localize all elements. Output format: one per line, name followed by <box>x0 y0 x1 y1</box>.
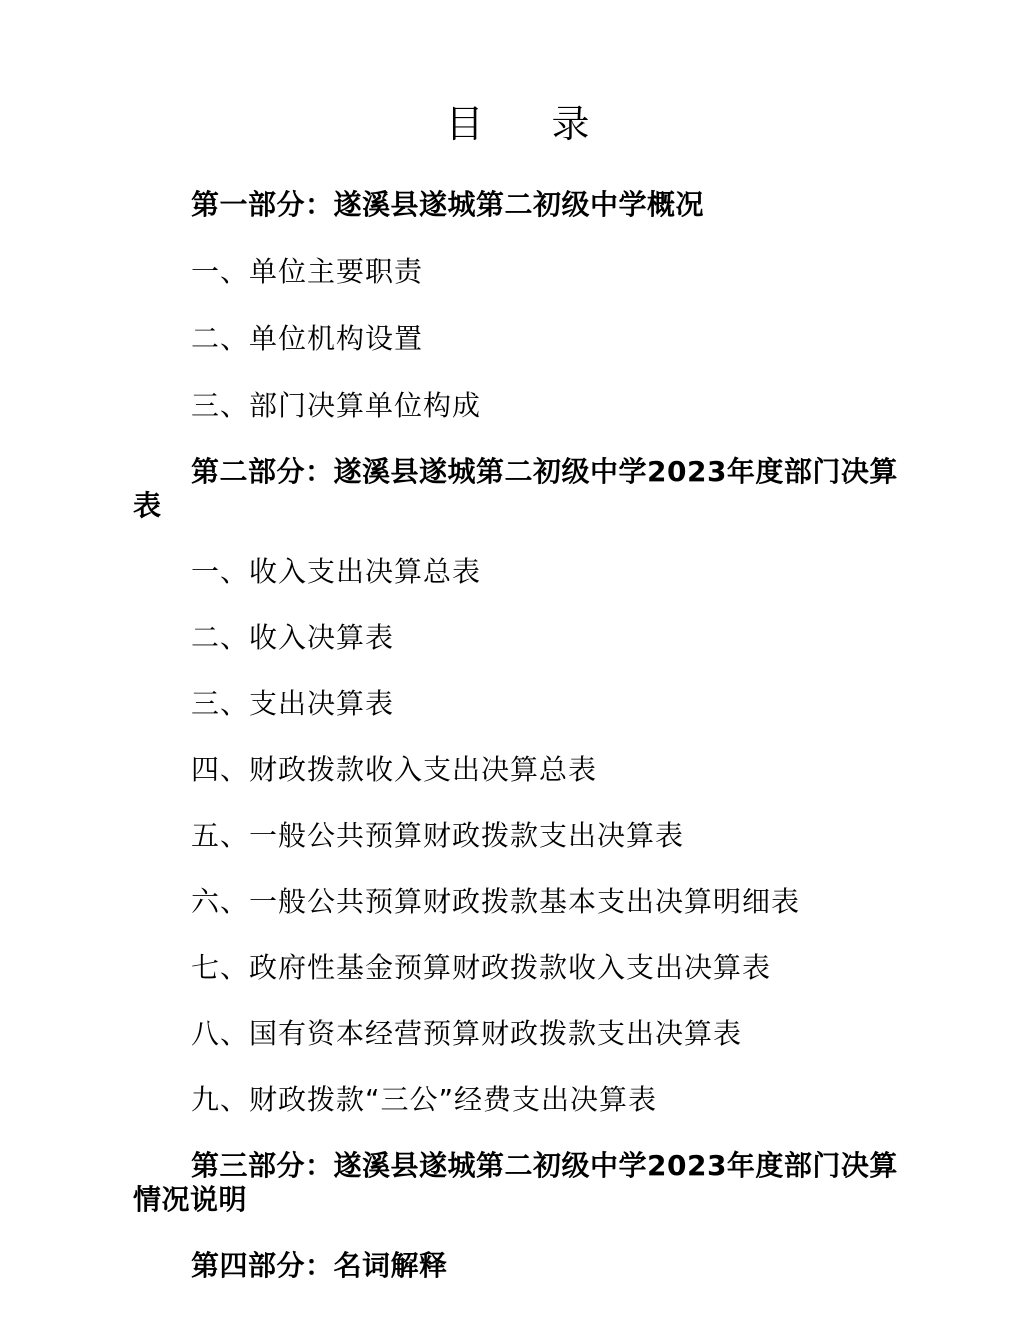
toc-item-2-8: 八、国有资本经营预算财政拨款支出决算表 <box>191 1017 743 1050</box>
page-title: 目 录 <box>445 102 618 146</box>
toc-item-2-3: 三、支出决算表 <box>191 687 395 720</box>
toc-part-3: 第三部分：遂溪县遂城第二初级中学2023年度部门决算情况说明 <box>133 1149 898 1216</box>
toc-item-2-5: 五、一般公共预算财政拨款支出决算表 <box>191 819 685 852</box>
toc-item-1-1: 一、单位主要职责 <box>191 255 424 288</box>
toc-item-2-4: 四、财政拨款收入支出决算总表 <box>191 753 598 786</box>
toc-item-1-2: 二、单位机构设置 <box>191 322 424 355</box>
toc-item-2-9: 九、财政拨款“三公”经费支出决算表 <box>191 1083 658 1116</box>
toc-item-2-1: 一、收入支出决算总表 <box>191 555 482 588</box>
toc-part-4: 第四部分：名词解释 <box>191 1249 448 1282</box>
table-of-contents <box>133 188 913 1283</box>
toc-item-2-7: 七、政府性基金预算财政拨款收入支出决算表 <box>191 951 772 984</box>
toc-part-1: 第一部分：遂溪县遂城第二初级中学概况 <box>191 188 705 221</box>
toc-item-1-3: 三、部门决算单位构成 <box>191 389 482 422</box>
toc-item-2-2: 二、收入决算表 <box>191 621 395 654</box>
toc-part-2: 第二部分：遂溪县遂城第二初级中学2023年度部门决算表 <box>133 455 898 522</box>
toc-item-2-6: 六、一般公共预算财政拨款基本支出决算明细表 <box>191 885 801 918</box>
